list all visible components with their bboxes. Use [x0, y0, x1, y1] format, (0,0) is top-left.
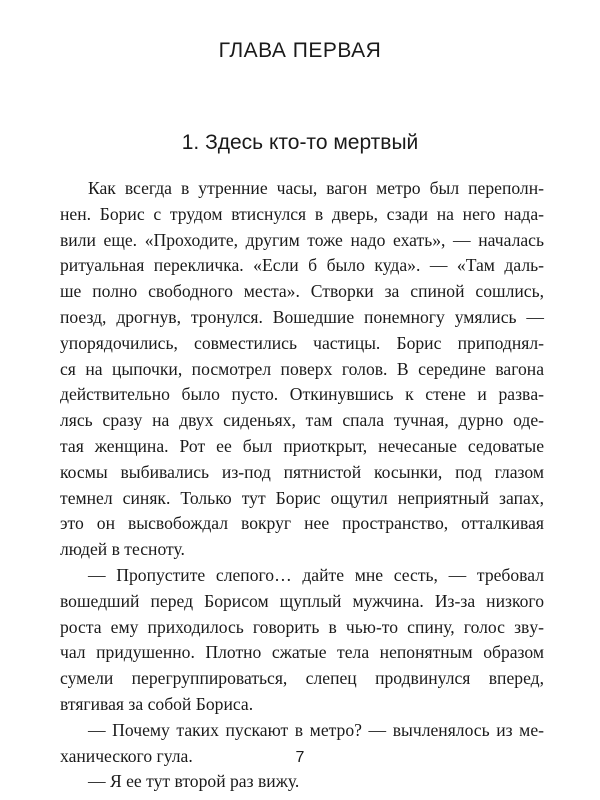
text-line: ритуальная перекличка. «Если б было куда». — «Там даль-	[60, 255, 544, 276]
text-line: роста ему приходилось говорить в чью-то спину, голос звy-	[60, 616, 544, 637]
text-line: темнел синяк. Только тут Борис ощутил неприятный запах,	[60, 487, 544, 508]
text-line: людей в тесноту.	[60, 539, 185, 560]
text-line: лясь сразу на двух сиденьях, там спала тучная, дурно оде-	[60, 410, 544, 431]
text-line: Как всегда в утренние часы, вагон метро был переполн-	[88, 178, 544, 198]
text-line: вошедший перед Борисом щуплый мужчина. Из-за низкого	[60, 590, 544, 611]
text-line: упорядочились, совместились частицы. Борис приподнял-	[60, 332, 544, 353]
text-line: это он высвобождал вокруг нее пространство, отталкивая	[60, 513, 544, 534]
body-text	[60, 176, 544, 795]
page-number: 7	[295, 749, 305, 766]
text-line: — Пропустите слепого… дайте мне сесть, — требовал	[88, 564, 544, 585]
text-line: ханического гула.	[60, 745, 193, 766]
text-line: вили еще. «Проходите, другим тоже надо ехать», — началась	[60, 229, 544, 250]
chapter-heading: ГЛАВА ПЕРВАЯ	[218, 39, 382, 62]
text-line: сумели перегруппироваться, слепец продвинулся вперед,	[60, 668, 544, 689]
text-line: ся на цыпочки, посмотрел поверх голов. В середине вагона	[60, 358, 544, 379]
text-line: действительно было пусто. Откинувшись к стене и развa-	[60, 384, 544, 405]
text-line: — Я ее тут второй раз вижу.	[88, 771, 300, 792]
text-line: поезд, дрогнув, тронулся. Вошедшие понемногу умялись —	[60, 306, 544, 327]
section-title: 1. Здесь кто-то мертвый	[181, 131, 419, 154]
text-line: космы выбивались из-под пятнистой косынки, под глазом	[60, 461, 544, 482]
text-line: — Почему таких пускают в метро? — вычленялось из ме-	[88, 719, 544, 740]
text-line: ше полно свободного места». Створки за спиной сошлись,	[60, 281, 544, 302]
text-line: чал придушенно. Плотно сжатые тела непонятным образом	[60, 642, 544, 663]
text-line: нен. Борис с трудом втиснулся в дверь, сзади на него нада-	[60, 203, 544, 224]
text-line: втягивая за собой Бориса.	[60, 693, 254, 714]
text-line: тая женщина. Рот ее был приоткрыт, нечесаные седоватые	[60, 435, 544, 456]
